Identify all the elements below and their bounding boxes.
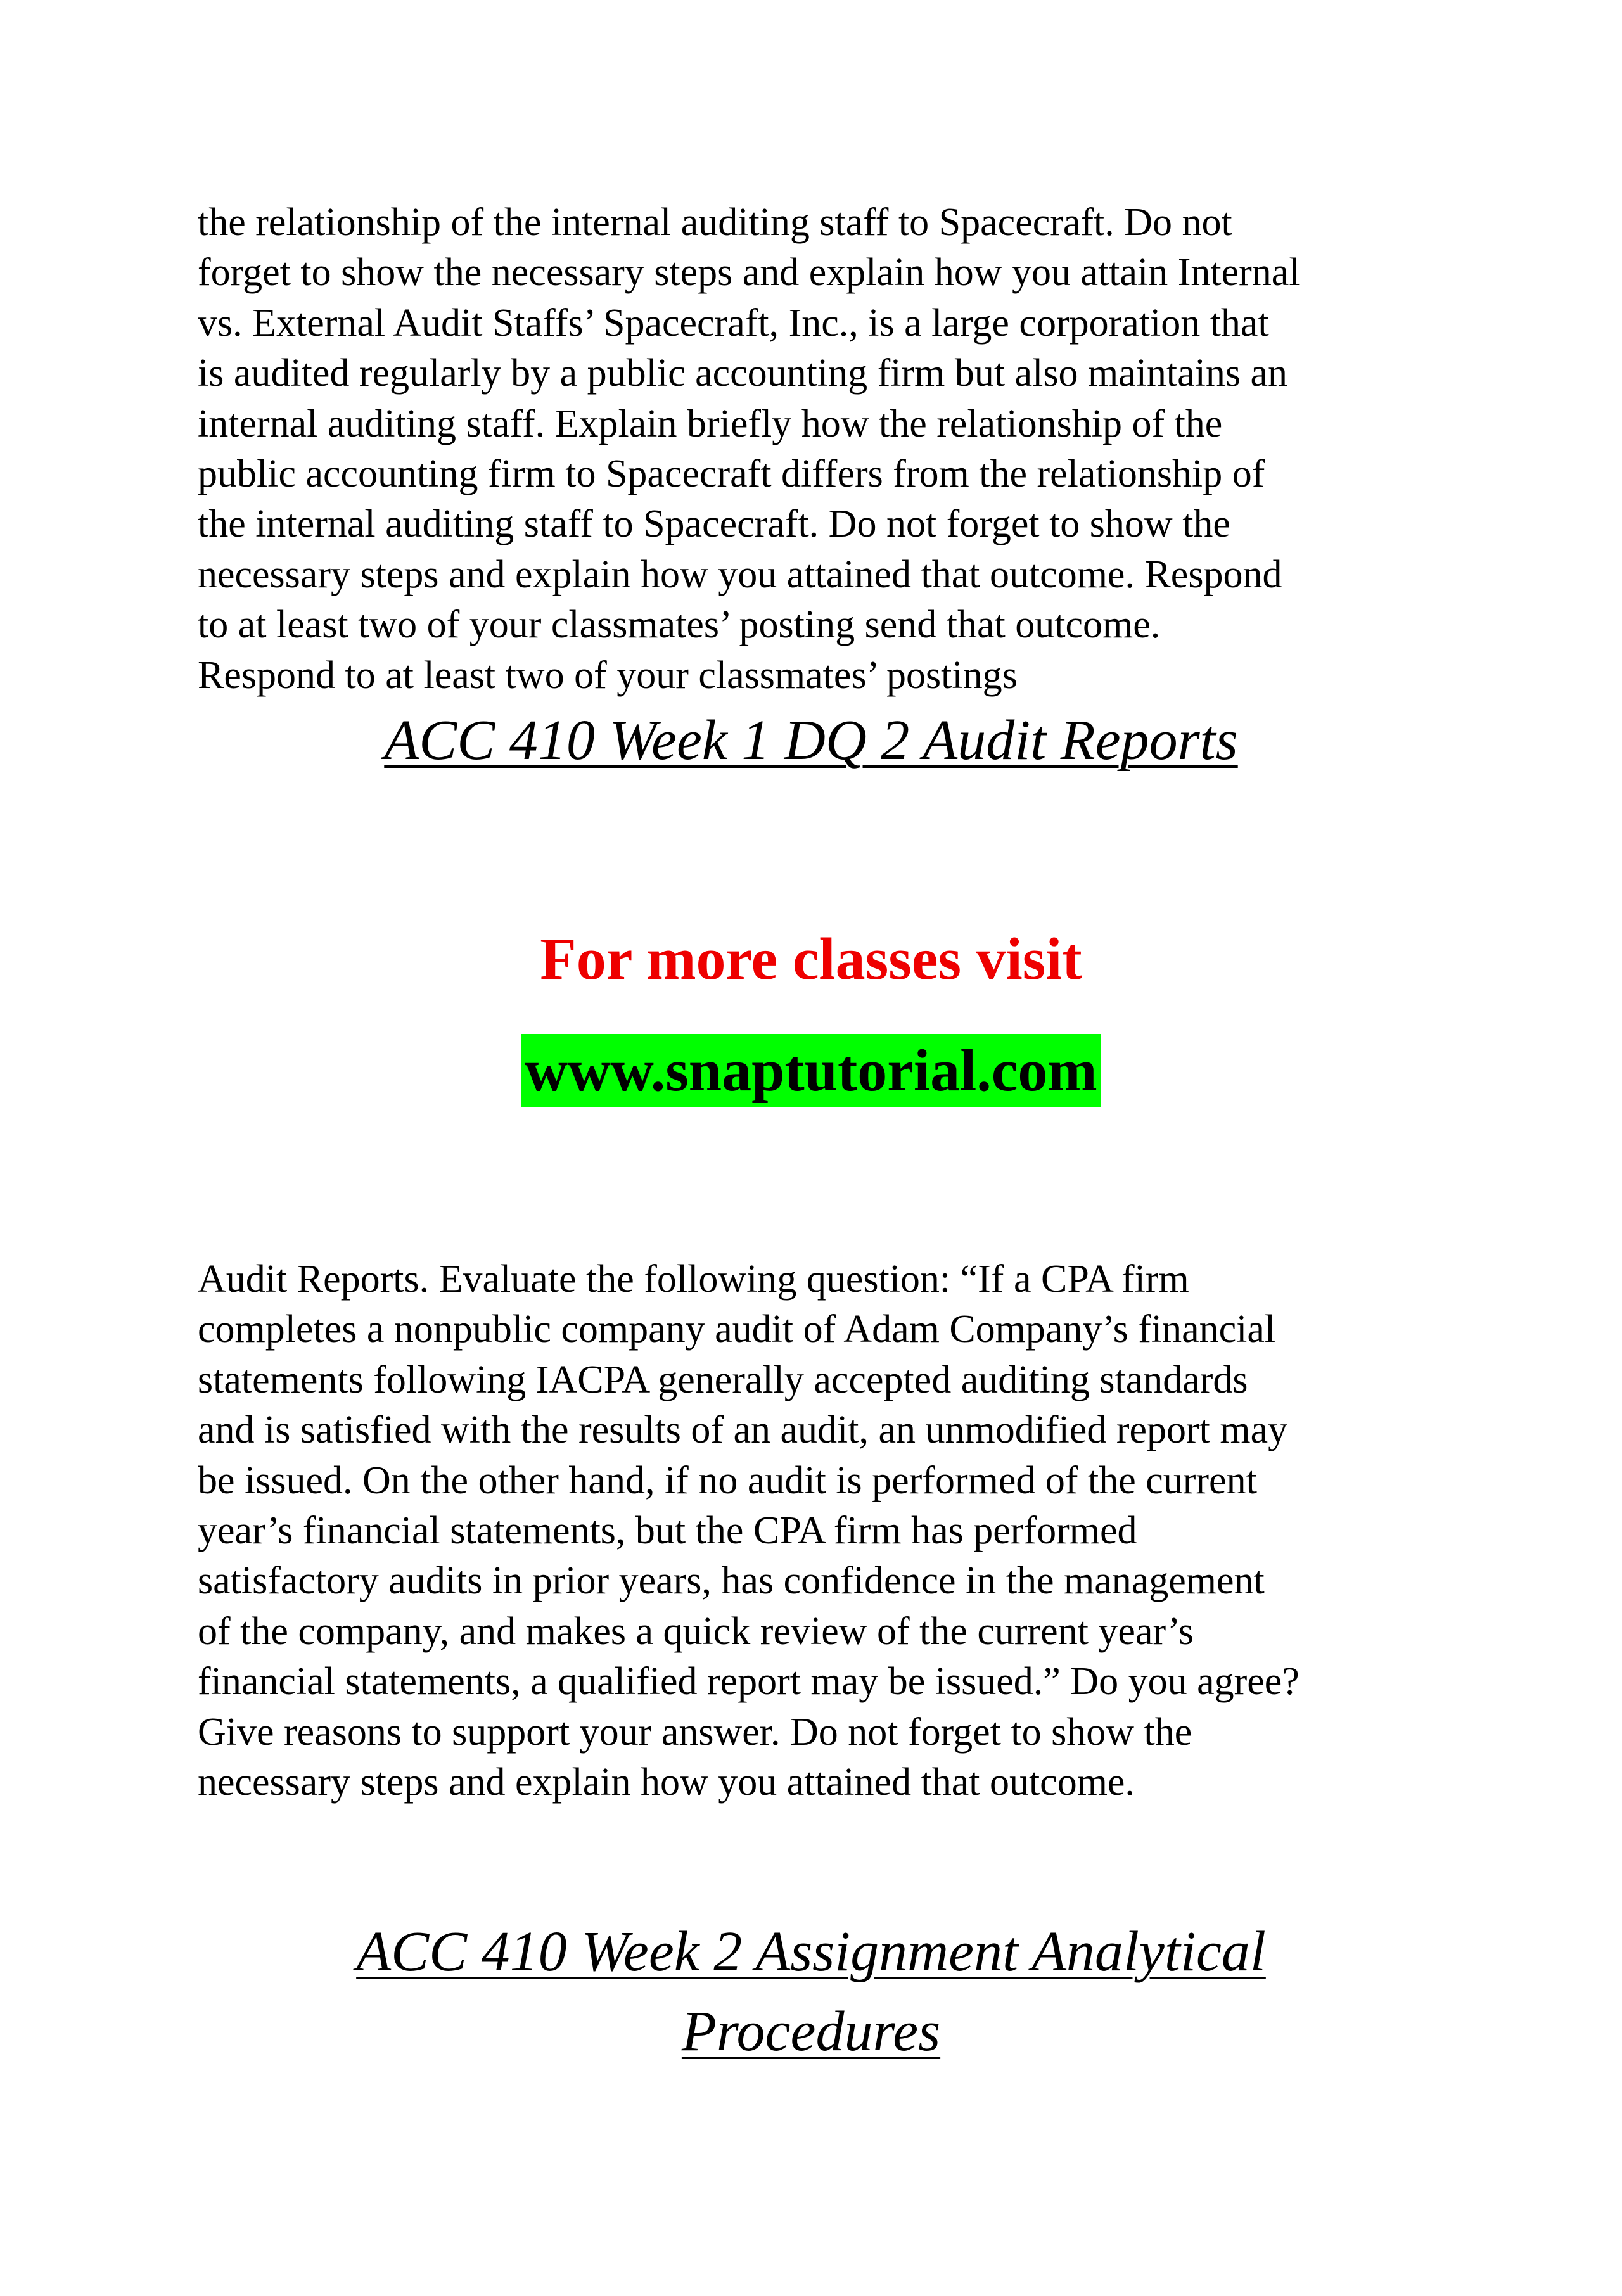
text-line: statements following IACPA generally accepted auditing standards: [198, 1358, 1248, 1401]
paragraph-audit-reports: [198, 1254, 1459, 1808]
section-heading-week1-dq2: ACC 410 Week 1 DQ 2 Audit Reports: [384, 709, 1238, 772]
text-line: completes a nonpublic company audit of Adam Company’s financial: [198, 1308, 1276, 1351]
text-line: vs. External Audit Staffs’ Spacecraft, Inc., is a large corporation that: [198, 301, 1269, 345]
text-line: Respond to at least two of your classmates’ postings: [198, 653, 1018, 697]
promo-link-container: [0, 1034, 1622, 1107]
paragraph-internal-vs-external-audit: [198, 198, 1459, 701]
promo-text: For more classes visit: [540, 926, 1082, 992]
text-line: necessary steps and explain how you attained that outcome. Respond: [198, 552, 1282, 596]
text-line: the relationship of the internal auditing staff to Spacecraft. Do not: [198, 201, 1232, 244]
text-line: Audit Reports. Evaluate the following question: “If a CPA firm: [198, 1258, 1189, 1301]
section-heading-week2-assignment: [0, 1912, 1622, 2072]
heading-line: Procedures: [681, 2000, 941, 2063]
text-line: satisfactory audits in prior years, has confidence in the management: [198, 1559, 1265, 1603]
text-line: of the company, and makes a quick review of the current year’s: [198, 1609, 1194, 1653]
text-line: to at least two of your classmates’ posting send that outcome.: [198, 603, 1161, 647]
text-line: be issued. On the other hand, if no audit is performed of the current: [198, 1458, 1257, 1502]
promo-link[interactable]: www.snaptutorial.com: [521, 1034, 1101, 1107]
text-line: and is satisfied with the results of an audit, an unmodified report may: [198, 1408, 1288, 1452]
text-line: public accounting firm to Spacecraft differs from the relationship of: [198, 452, 1265, 496]
text-line: Give reasons to support your answer. Do not forget to show the: [198, 1710, 1192, 1754]
text-line: is audited regularly by a public accounting firm but also maintains an: [198, 352, 1288, 395]
text-line: necessary steps and explain how you attained that outcome.: [198, 1761, 1135, 1804]
text-line: internal auditing staff. Explain briefly how the relationship of the: [198, 402, 1223, 445]
heading-line: ACC 410 Week 2 Assignment Analytical: [356, 1920, 1266, 1983]
text-line: financial statements, a qualified report may be issued.” Do you agree?: [198, 1660, 1300, 1704]
text-line: the internal auditing staff to Spacecraft. Do not forget to show the: [198, 502, 1230, 546]
text-line: year’s financial statements, but the CPA firm has performed: [198, 1509, 1137, 1553]
text-line: forget to show the necessary steps and explain how you attain Internal: [198, 251, 1300, 295]
